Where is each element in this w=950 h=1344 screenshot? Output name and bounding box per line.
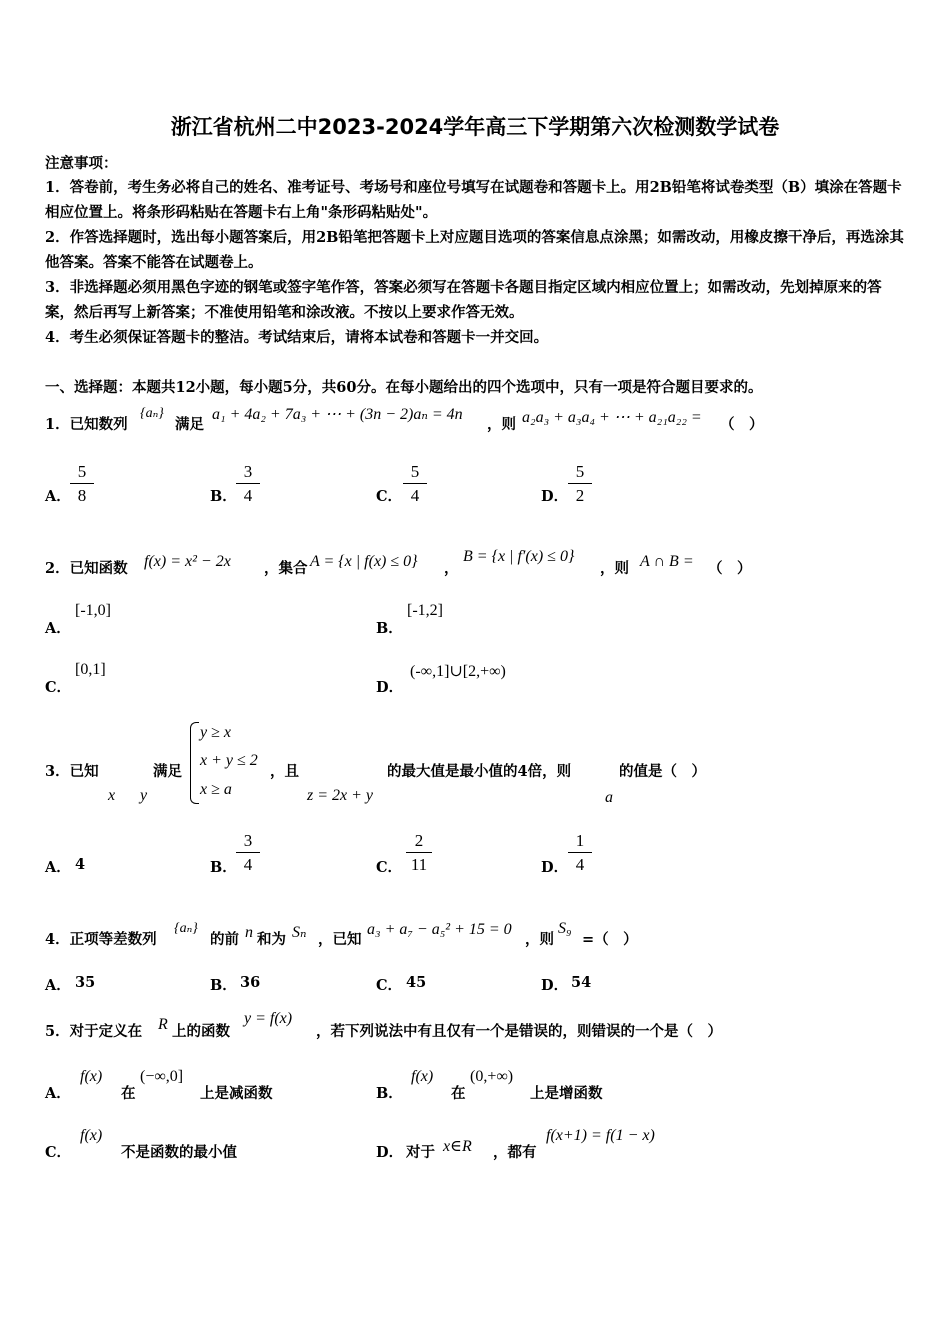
q1-then: ，则 xyxy=(487,416,516,433)
q5-label-a: A． xyxy=(45,1085,71,1102)
q2-prefix: 2．已知函数 xyxy=(45,560,128,577)
q5-b-fx: f(x) xyxy=(411,1068,434,1085)
q3-option-b[interactable]: $\frac{3}{4}$ xyxy=(236,830,260,876)
q3-objective: z = 2x + y xyxy=(307,787,374,804)
q4-label-d: D． xyxy=(541,977,569,994)
q3-var-x: x xyxy=(108,787,116,804)
q4-label-c: C． xyxy=(376,977,403,994)
q2-end: （ ） xyxy=(708,560,752,577)
q3-constraint-3: x ≥ a xyxy=(200,781,232,798)
q2-expression: A ∩ B = xyxy=(640,553,694,570)
q5-label-b: B． xyxy=(376,1085,403,1102)
q3-constraint-2: x + y ≤ 2 xyxy=(200,752,258,769)
q1-option-c[interactable]: $\frac{5}{4}$ xyxy=(403,461,427,507)
q4-sequence: {aₙ} xyxy=(174,921,198,936)
q5-rest: ，若下列说法中有且仅有一个是错误的，则错误的一个是（ ） xyxy=(316,1023,722,1040)
q5-a-zai: 在 xyxy=(121,1085,136,1102)
q1-label-c: C． xyxy=(376,488,403,505)
q3-label-d: D． xyxy=(541,859,569,876)
q5-mid: 上的函数 xyxy=(172,1023,230,1040)
q2-then: ，则 xyxy=(600,560,629,577)
note-2: 2．作答选择题时，选出每小题答案后，用2B铅笔把答题卡上对应题目选项的答案信息点涂黑；如需改动，用橡皮擦干净后，再选涂其他答案。答案不能答在试题卷上。 xyxy=(45,229,904,271)
q5-option-d[interactable]: f(x+1) = f(1 − x) xyxy=(546,1127,655,1144)
q3-system-brace xyxy=(190,722,199,804)
q2-option-a[interactable]: [-1,0] xyxy=(75,602,111,619)
q3-mid: 满足 xyxy=(153,763,182,780)
q1-label-d: D． xyxy=(541,488,569,505)
q4-end: =（ ） xyxy=(582,931,638,948)
note-3: 3．非选择题必须用黑色字迹的钢笔或签字笔作答，答案必须写在答题卡各题目指定区域内相应位置上；如需改动，先划掉原来的答案，然后再写上新答案；不准使用铅笔和涂改液。不按以上要求作答无效。 xyxy=(45,279,882,321)
q1-label-b: B． xyxy=(210,488,237,505)
q2-comma: ， xyxy=(444,560,459,577)
q4-label-a: A． xyxy=(45,977,71,994)
q2-option-b[interactable]: [-1,2] xyxy=(407,602,443,619)
q2-label-d: D． xyxy=(376,679,404,696)
q5-b-zai: 在 xyxy=(451,1085,466,1102)
q1-option-a[interactable]: $\frac{5}{8}$ xyxy=(70,461,94,507)
q3-var-y: y xyxy=(140,787,148,804)
q1-condition: a₁ + 4a₂ + 7a₃ + ⋯ + (3n − 2)aₙ = 4n xyxy=(212,406,463,423)
q2-label-b: B． xyxy=(376,620,403,637)
q3-prefix: 3．已知 xyxy=(45,763,99,780)
q4-sn: Sₙ xyxy=(292,924,307,941)
q2-option-c[interactable]: [0,1] xyxy=(75,661,106,678)
q5-b-interval: (0,+∞) xyxy=(470,1068,514,1085)
note-1: 1．答卷前，考生务必将自己的姓名、准考证号、考场号和座位号填写在试题卷和答题卡上。用2B铅笔将试卷类型（B）填涂在答题卡相应位置上。将条形码粘贴在答题卡右上角"条形码粘贴处"。 xyxy=(45,179,902,221)
q5-d-set: x∈R xyxy=(443,1138,472,1155)
q2-function: f(x) = x² − 2x xyxy=(144,553,231,570)
q5-c-fx: f(x) xyxy=(80,1127,103,1144)
q1-label-a: A． xyxy=(45,488,71,505)
q4-option-a[interactable]: 35 xyxy=(75,974,96,991)
q4-then: ，则 xyxy=(525,931,554,948)
q5-option-b[interactable]: 上是增函数 xyxy=(530,1085,603,1102)
q5-function: y = f(x) xyxy=(244,1010,293,1027)
q3-rest: 的最大值是最小值的4倍，则 xyxy=(387,763,572,780)
q1-option-d[interactable]: $\frac{5}{2}$ xyxy=(568,461,592,507)
q1-prefix: 1．已知数列 xyxy=(45,416,128,433)
note-4: 4．考生必须保证答题卡的整洁。考试结束后，请将本试卷和答题卡一并交回。 xyxy=(45,329,549,346)
q3-option-a[interactable]: 4 xyxy=(75,856,86,873)
q4-n: n xyxy=(245,924,253,941)
q5-d-mid: ，都有 xyxy=(493,1144,537,1161)
q3-constraint-1: y ≥ x xyxy=(200,724,231,741)
q4-sum: 和为 xyxy=(257,931,286,948)
q5-option-c[interactable]: 不是函数的最小值 xyxy=(121,1144,237,1161)
q3-label-b: B． xyxy=(210,859,237,876)
q4-label-b: B． xyxy=(210,977,237,994)
q1-option-b[interactable]: $\frac{3}{4}$ xyxy=(236,461,260,507)
q3-label-c: C． xyxy=(376,859,403,876)
q2-mid: ，集合 xyxy=(264,560,308,577)
q3-option-c[interactable]: $\frac{2}{11}$ xyxy=(406,830,432,876)
q4-option-d[interactable]: 54 xyxy=(571,974,592,991)
q3-option-d[interactable]: $\frac{1}{4}$ xyxy=(568,830,592,876)
q4-mid: 的前 xyxy=(210,931,239,948)
q5-set-r: R xyxy=(158,1016,168,1033)
q5-label-c: C． xyxy=(45,1144,72,1161)
q5-label-d: D． xyxy=(376,1144,404,1161)
q5-d-prefix: 对于 xyxy=(406,1144,435,1161)
q4-option-c[interactable]: 45 xyxy=(406,974,427,991)
q3-label-a: A． xyxy=(45,859,71,876)
q2-label-c: C． xyxy=(45,679,72,696)
q5-a-fx: f(x) xyxy=(80,1068,103,1085)
q4-s9: S₉ xyxy=(558,920,572,937)
q3-rest2: 的值是（ ） xyxy=(619,763,706,780)
q1-expression: a₂a₃ + a₃a₄ + ⋯ + a₂₁a₂₂ = xyxy=(522,409,702,426)
q1-end: （ ） xyxy=(720,416,764,433)
q1-sequence: {aₙ} xyxy=(140,406,164,421)
q5-a-interval: (−∞,0] xyxy=(140,1068,184,1085)
page-title: 浙江省杭州二中2023-2024学年高三下学期第六次检测数学试卷 xyxy=(170,115,780,139)
q2-label-a: A． xyxy=(45,620,71,637)
q3-and: ，且 xyxy=(270,763,299,780)
q1-mid: 满足 xyxy=(175,416,204,433)
q3-var-a: a xyxy=(605,789,613,806)
q4-prefix: 4．正项等差数列 xyxy=(45,931,157,948)
q5-prefix: 5．对于定义在 xyxy=(45,1023,143,1040)
q4-option-b[interactable]: 36 xyxy=(240,974,261,991)
q2-set-a: A = {x | f(x) ≤ 0} xyxy=(310,553,418,570)
section-heading: 一、选择题：本题共12小题，每小题5分，共60分。在每小题给出的四个选项中，只有一项是符合题目要求的。 xyxy=(45,379,763,396)
q2-set-b: B = {x | f′(x) ≤ 0} xyxy=(463,548,575,565)
q5-option-a[interactable]: 上是减函数 xyxy=(200,1085,273,1102)
q2-option-d[interactable]: (-∞,1]∪[2,+∞) xyxy=(410,663,506,680)
q4-condition: a₃ + a₇ − a₅² + 15 = 0 xyxy=(367,921,512,938)
notes-heading: 注意事项： xyxy=(45,155,118,172)
q4-known: ，已知 xyxy=(318,931,362,948)
